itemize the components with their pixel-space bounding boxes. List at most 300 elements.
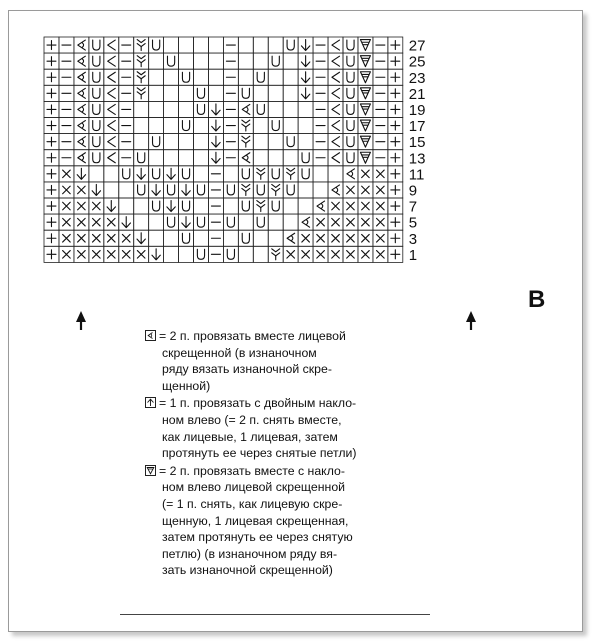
row-numbers xyxy=(409,38,426,264)
chart-cell xyxy=(59,166,74,182)
chart-cell xyxy=(343,230,358,246)
chart-cell xyxy=(358,246,373,262)
chart-cell xyxy=(89,214,104,230)
row-number: 3 xyxy=(408,230,418,248)
chart-cell xyxy=(358,230,373,246)
chart-cell xyxy=(208,182,223,198)
chart-cell xyxy=(373,150,388,166)
chart-cell xyxy=(179,85,194,101)
chart-cell xyxy=(358,214,373,230)
chart-cell xyxy=(268,53,283,69)
chart-cell xyxy=(358,166,373,182)
legend-line: щенную, 1 лицевая скрещенная, xyxy=(162,513,349,528)
chart-cell xyxy=(373,134,388,150)
chart-cell xyxy=(74,53,89,69)
chart-cell xyxy=(313,150,328,166)
chart-cell xyxy=(44,37,59,53)
chart-cell xyxy=(149,85,164,101)
chart-cell xyxy=(104,69,119,85)
chart-cell xyxy=(283,101,298,117)
chart-cell xyxy=(388,166,403,182)
chart-cell xyxy=(208,37,223,53)
row-number: 25 xyxy=(408,53,426,71)
chart-cell xyxy=(149,214,164,230)
chart-cell xyxy=(388,37,403,53)
chart-cell xyxy=(194,118,209,134)
chart-cell xyxy=(194,53,209,69)
chart-cell xyxy=(358,53,373,69)
chart-cell xyxy=(44,182,59,198)
chart-cell xyxy=(134,37,149,53)
chart-cell xyxy=(253,166,268,182)
chart-cell xyxy=(134,246,149,262)
chart-cell xyxy=(208,166,223,182)
chart-cell xyxy=(89,37,104,53)
chart-cell xyxy=(74,85,89,101)
chart-cell xyxy=(238,150,253,166)
chart-cell xyxy=(179,166,194,182)
chart-cell xyxy=(223,214,238,230)
chart-cell xyxy=(298,134,313,150)
chart-cell xyxy=(343,214,358,230)
chart-cell xyxy=(149,230,164,246)
chart-cell xyxy=(149,53,164,69)
chart-cell xyxy=(179,134,194,150)
chart-cell xyxy=(134,85,149,101)
chart-cell xyxy=(44,53,59,69)
k2-together-crossed-icon xyxy=(145,330,156,341)
start-arrow-right xyxy=(466,311,476,330)
chart-cell xyxy=(283,69,298,85)
chart-cell xyxy=(59,53,74,69)
chart-cell xyxy=(358,101,373,117)
row-number: 13 xyxy=(408,150,426,168)
chart-cell xyxy=(358,150,373,166)
chart-cell xyxy=(328,37,343,53)
chart-cell xyxy=(74,230,89,246)
row-number: 7 xyxy=(408,198,418,216)
chart-cell xyxy=(119,134,134,150)
chart-cell xyxy=(298,230,313,246)
chart-cell xyxy=(179,53,194,69)
chart-cell xyxy=(164,198,179,214)
row-number: 19 xyxy=(408,102,426,119)
chart-cell xyxy=(104,214,119,230)
chart-cell xyxy=(104,37,119,53)
chart-cell xyxy=(194,230,209,246)
chart-cell xyxy=(388,182,403,198)
chart-cell xyxy=(358,85,373,101)
symbol-legend xyxy=(145,328,435,580)
chart-cell xyxy=(298,166,313,182)
chart-cell xyxy=(89,166,104,182)
chart-cell xyxy=(44,214,59,230)
legend-item-k2tog-left-crossed xyxy=(145,463,435,579)
chart-cell xyxy=(343,246,358,262)
chart-cell xyxy=(253,230,268,246)
chart-cell xyxy=(119,101,134,117)
chart-cell xyxy=(268,134,283,150)
chart-cell xyxy=(149,198,164,214)
chart-cell xyxy=(238,69,253,85)
chart-cell xyxy=(283,134,298,150)
chart-cell xyxy=(119,37,134,53)
chart-cell xyxy=(328,134,343,150)
chart-cell xyxy=(179,198,194,214)
chart-cell xyxy=(134,53,149,69)
chart-cell xyxy=(313,85,328,101)
chart-cell xyxy=(343,69,358,85)
chart-cell xyxy=(313,134,328,150)
chart-cell xyxy=(59,214,74,230)
chart-cell xyxy=(208,150,223,166)
chart-cell xyxy=(223,53,238,69)
chart-cell xyxy=(388,69,403,85)
chart-cell xyxy=(194,37,209,53)
chart-cell xyxy=(373,118,388,134)
chart-cell xyxy=(134,150,149,166)
chart-cell xyxy=(208,246,223,262)
chart-cell xyxy=(328,53,343,69)
chart-cell xyxy=(388,118,403,134)
legend-line: петлю) (в изнаночном ряду вя- xyxy=(162,546,338,561)
chart-cell xyxy=(59,69,74,85)
chart-cell xyxy=(343,85,358,101)
chart-cell xyxy=(149,37,164,53)
chart-cell xyxy=(119,166,134,182)
legend-line: затем протянуть ее через снятую xyxy=(162,530,353,545)
chart-cell xyxy=(194,214,209,230)
chart-cell xyxy=(44,246,59,262)
row-number: 5 xyxy=(408,214,418,232)
chart-cell xyxy=(298,214,313,230)
chart-cell xyxy=(179,230,194,246)
chart-cell xyxy=(238,246,253,262)
chart-cell xyxy=(328,230,343,246)
chart-cell xyxy=(134,118,149,134)
chart-cell xyxy=(223,150,238,166)
chart-cell xyxy=(388,150,403,166)
chart-cell xyxy=(283,118,298,134)
chart-cell xyxy=(268,230,283,246)
chart-cell xyxy=(373,166,388,182)
chart-cell xyxy=(388,101,403,117)
chart-cell xyxy=(74,150,89,166)
chart-cell xyxy=(373,101,388,117)
chart-cell xyxy=(313,198,328,214)
chart-cell xyxy=(89,230,104,246)
chart-cell xyxy=(253,69,268,85)
chart-cell xyxy=(104,182,119,198)
chart-cell xyxy=(268,150,283,166)
chart-cell xyxy=(313,246,328,262)
chart-cell xyxy=(194,182,209,198)
chart-cell xyxy=(298,37,313,53)
chart-cell xyxy=(373,246,388,262)
chart-cell xyxy=(268,101,283,117)
legend-line: ном влево (= 2 п. снять вместе, xyxy=(162,412,342,427)
chart-cell xyxy=(343,118,358,134)
chart-cell xyxy=(328,101,343,117)
chart-cell xyxy=(134,182,149,198)
chart-cell xyxy=(238,230,253,246)
chart-cell xyxy=(283,230,298,246)
chart-cell xyxy=(89,118,104,134)
chart-cell xyxy=(104,246,119,262)
chart-cell xyxy=(328,150,343,166)
chart-cell xyxy=(238,166,253,182)
chart-cell xyxy=(44,101,59,117)
chart-cell xyxy=(194,69,209,85)
chart-cell xyxy=(328,182,343,198)
chart-cell xyxy=(253,37,268,53)
chart-cell xyxy=(268,246,283,262)
chart-cell xyxy=(238,53,253,69)
chart-cell xyxy=(373,230,388,246)
chart-cell xyxy=(343,37,358,53)
chart-cell xyxy=(194,198,209,214)
chart-cell xyxy=(74,246,89,262)
chart-cell xyxy=(179,118,194,134)
chart-cell xyxy=(104,198,119,214)
chart-cell xyxy=(194,166,209,182)
chart-cell xyxy=(313,182,328,198)
chart-cell xyxy=(313,166,328,182)
row-number: 11 xyxy=(408,166,425,184)
chart-cell xyxy=(328,166,343,182)
chart-cell xyxy=(134,134,149,150)
start-arrow-left xyxy=(76,311,86,330)
chart-cell xyxy=(179,182,194,198)
chart-cell xyxy=(298,198,313,214)
chart-cell xyxy=(253,53,268,69)
chart-cell xyxy=(194,150,209,166)
chart-cell xyxy=(59,118,74,134)
chart-cell xyxy=(119,246,134,262)
chart-cell xyxy=(298,118,313,134)
chart-cell xyxy=(179,37,194,53)
chart-cell xyxy=(373,214,388,230)
chart-cell xyxy=(134,230,149,246)
legend-line: ряду вязать изнаночной скре- xyxy=(162,362,332,377)
chart-cell xyxy=(298,101,313,117)
chart-cell xyxy=(179,214,194,230)
chart-cell xyxy=(208,118,223,134)
section-label: B xyxy=(528,286,546,313)
chart-cell xyxy=(223,69,238,85)
chart-cell xyxy=(238,85,253,101)
row-number: 1 xyxy=(408,246,418,264)
chart-cell xyxy=(343,182,358,198)
chart-cell xyxy=(74,37,89,53)
row-number: 27 xyxy=(408,37,426,55)
chart-cell xyxy=(358,118,373,134)
chart-cell xyxy=(134,166,149,182)
chart-cell xyxy=(328,198,343,214)
chart-cell xyxy=(223,101,238,117)
chart-cell xyxy=(44,85,59,101)
row-number: 15 xyxy=(408,134,426,152)
chart-cell xyxy=(119,53,134,69)
row-number: 17 xyxy=(408,118,426,136)
chart-cell xyxy=(208,101,223,117)
chart-cell xyxy=(134,198,149,214)
chart-cell xyxy=(283,166,298,182)
chart-cell xyxy=(313,214,328,230)
chart-cell xyxy=(104,150,119,166)
chart-cell xyxy=(149,246,164,262)
chart-cell xyxy=(119,69,134,85)
chart-cell xyxy=(343,198,358,214)
chart-cell xyxy=(164,166,179,182)
chart-cell xyxy=(253,150,268,166)
legend-line: как лицевые, 1 лицевая, затем xyxy=(162,429,338,444)
chart-grid xyxy=(44,37,403,262)
chart-cell xyxy=(89,198,104,214)
chart-cell xyxy=(268,69,283,85)
chart-cell xyxy=(89,246,104,262)
chart-cell xyxy=(238,101,253,117)
chart-cell xyxy=(194,246,209,262)
chart-cell xyxy=(164,37,179,53)
chart-cell xyxy=(343,101,358,117)
chart-cell xyxy=(164,230,179,246)
legend-item-double-decrease xyxy=(145,395,435,461)
chart-cell xyxy=(119,198,134,214)
chart-cell xyxy=(59,182,74,198)
chart-cell xyxy=(298,150,313,166)
chart-cell xyxy=(164,69,179,85)
chart-cell xyxy=(194,85,209,101)
chart-cell xyxy=(238,214,253,230)
chart-cell xyxy=(298,246,313,262)
chart-cell xyxy=(388,214,403,230)
chart-cell xyxy=(253,246,268,262)
chart-cell xyxy=(373,198,388,214)
chart-cell xyxy=(104,230,119,246)
chart-cell xyxy=(74,214,89,230)
chart-cell xyxy=(179,246,194,262)
chart-cell xyxy=(119,182,134,198)
chart-cell xyxy=(44,118,59,134)
chart-cell xyxy=(119,85,134,101)
legend-line: (= 1 п. снять, как лицевую скре- xyxy=(162,496,343,511)
chart-cell xyxy=(313,230,328,246)
chart-cell xyxy=(298,182,313,198)
chart-cell xyxy=(268,214,283,230)
chart-cell xyxy=(283,246,298,262)
chart-cell xyxy=(268,166,283,182)
chart-cell xyxy=(208,85,223,101)
chart-cell xyxy=(164,150,179,166)
chart-cell xyxy=(223,246,238,262)
chart-cell xyxy=(149,101,164,117)
chart-cell xyxy=(149,166,164,182)
chart-cell xyxy=(89,182,104,198)
chart-cell xyxy=(253,134,268,150)
chart-cell xyxy=(164,134,179,150)
chart-cell xyxy=(208,134,223,150)
chart-cell xyxy=(268,37,283,53)
chart-cell xyxy=(44,134,59,150)
chart-cell xyxy=(89,53,104,69)
legend-line: = 1 п. провязать с двойным накло- xyxy=(159,396,357,411)
chart-cell xyxy=(253,101,268,117)
chart-cell xyxy=(164,53,179,69)
chart-cell xyxy=(283,214,298,230)
chart-cell xyxy=(89,101,104,117)
chart-cell xyxy=(104,85,119,101)
chart-cell xyxy=(313,118,328,134)
chart-cell xyxy=(208,230,223,246)
chart-cell xyxy=(253,198,268,214)
legend-line: = 2 п. провязать вместе лицевой xyxy=(159,329,346,343)
chart-cell xyxy=(373,85,388,101)
chart-cell xyxy=(89,150,104,166)
chart-cell xyxy=(283,182,298,198)
chart-cell xyxy=(388,134,403,150)
chart-cell xyxy=(268,182,283,198)
chart-cell xyxy=(59,230,74,246)
row-number: 9 xyxy=(408,182,418,200)
chart-cell xyxy=(238,182,253,198)
chart-cell xyxy=(388,198,403,214)
chart-cell xyxy=(44,166,59,182)
chart-cell xyxy=(253,182,268,198)
chart-cell xyxy=(328,214,343,230)
chart-cell xyxy=(358,37,373,53)
chart-cell xyxy=(104,166,119,182)
chart-cell xyxy=(104,101,119,117)
legend-item-k2tog-crossed xyxy=(145,328,435,394)
legend-line: ном влево лицевой скрещенной xyxy=(162,480,346,495)
chart-cell xyxy=(74,101,89,117)
chart-cell xyxy=(134,214,149,230)
legend-line: = 2 п. провязать вместе с накло- xyxy=(159,463,345,478)
chart-cell xyxy=(388,85,403,101)
chart-cell xyxy=(238,37,253,53)
chart-cell xyxy=(89,85,104,101)
chart-cell xyxy=(373,182,388,198)
chart-cell xyxy=(358,69,373,85)
chart-cell xyxy=(164,101,179,117)
chart-cell xyxy=(298,53,313,69)
chart-cell xyxy=(388,246,403,262)
chart-cell xyxy=(208,198,223,214)
chart-cell xyxy=(268,85,283,101)
legend-line: протянуть ее через снятые петли) xyxy=(162,446,357,461)
chart-cell xyxy=(59,37,74,53)
chart-cell xyxy=(59,198,74,214)
chart-cell xyxy=(194,134,209,150)
chart-cell xyxy=(89,134,104,150)
chart-cell xyxy=(343,134,358,150)
k2-together-left-crossed-icon xyxy=(145,465,156,476)
chart-cell xyxy=(104,53,119,69)
chart-cell xyxy=(74,182,89,198)
chart-cell xyxy=(358,198,373,214)
chart-cell xyxy=(328,85,343,101)
chart-cell xyxy=(283,198,298,214)
chart-cell xyxy=(313,37,328,53)
chart-cell xyxy=(343,166,358,182)
chart-cell xyxy=(313,53,328,69)
chart-cell xyxy=(149,69,164,85)
chart-cell xyxy=(223,85,238,101)
row-number: 21 xyxy=(408,85,426,103)
chart-cell xyxy=(134,69,149,85)
chart-cell xyxy=(119,150,134,166)
